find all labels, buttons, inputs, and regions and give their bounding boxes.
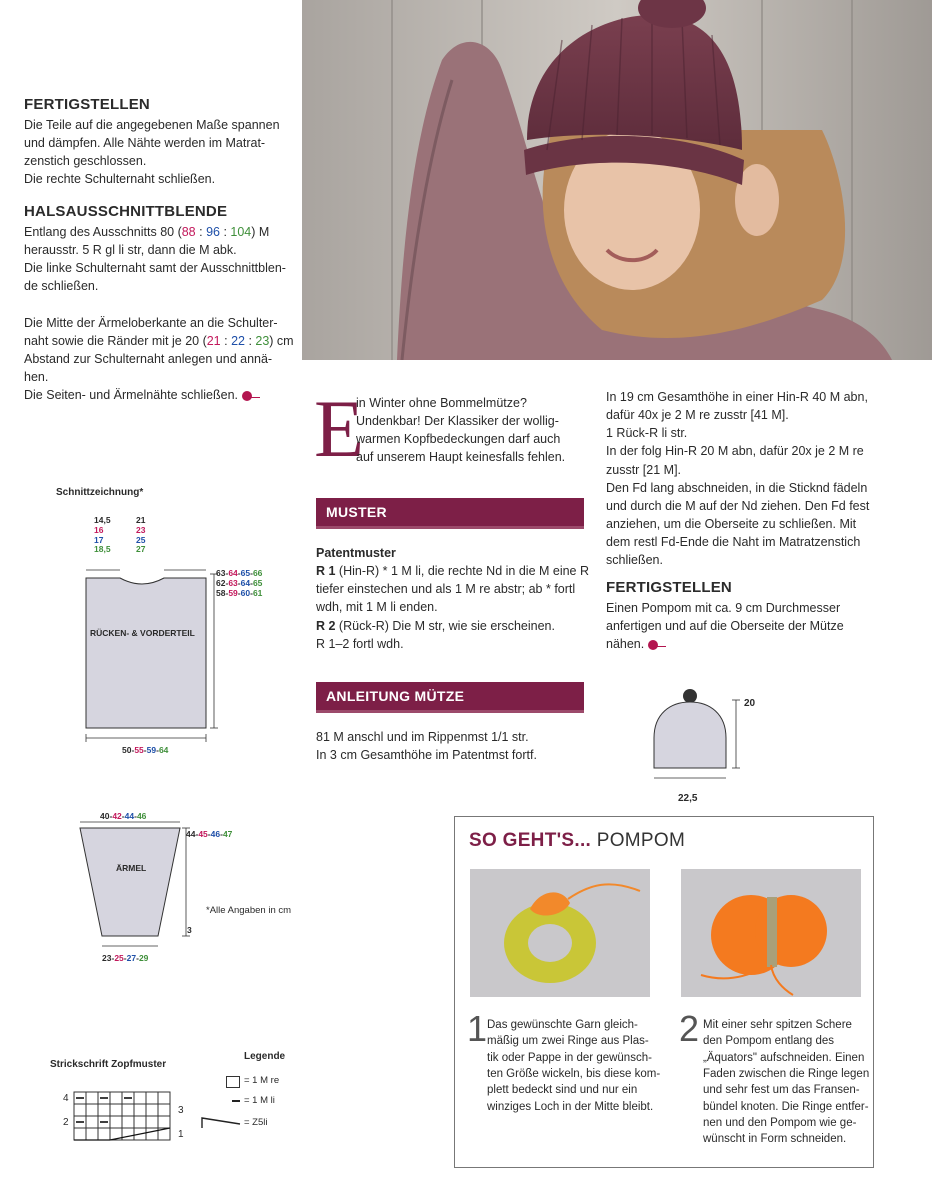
anleitung-section: 81 M anschl und im Rippenmst 1/1 str. In 3 cm Gesamthöhe im Patentmst fortf. [316,730,537,763]
fertigstellen-line: und dämpfen. Alle Nähte werden im Matrat- [24,135,266,150]
halsausschnitt-heading: HALSAUSSCHNITTBLENDE [24,203,228,221]
schnitt-title: Schnittzeichnung* [56,487,144,498]
step1-number: 1 [467,1008,488,1049]
step1-text: Das gewünschte Garn gleich- mäßig um zwei Ringe aus Plas- tik oder Pappe in der gewünsch- ten Größe wickeln, bis diese kom- plett bedeckt sind und nur ein winziges Loch in der Mitte bleibt. [487,1019,661,1113]
intro-dropcap: E [314,383,365,474]
box-title: SO GEHT'S... POMPOM [469,830,686,851]
step2-text: Mit einer sehr spitzen Schere den Pompom entlang des „Äquators" aufschneiden. Einen Faden zwischen die Ringe legen und sehr fest um das Fransen- bündel knoten. Die Ringe entfer- nen und den Pompom wie ge- wünscht in Form schneiden. [703,1019,870,1146]
intro-text: in Winter ohne Bommelmütze? Undenkbar! Der Klassiker der wollig- warmen Kopfbedeckungen darf auch auf unserem Haupt keinesfalls fehlen. [356,396,566,465]
aermel-line: Die Mitte der Ärmeloberkante an die Schulter- [24,315,278,330]
anleitung-band: ANLEITUNG MÜTZE [316,682,584,710]
yarn-ball-icon [648,640,658,650]
body-label: RÜCKEN- & VORDERTEIL [90,628,195,638]
chart-title: Strickschrift Zopfmuster [50,1059,167,1070]
sleeve-pattern-drawing [74,818,194,958]
side-measure-row: 62-63-64-65 [216,578,263,589]
side-measure-row: 63-64-65-66 [216,568,263,578]
legend-cable-icon [200,1114,242,1130]
side-measure-row: 58-59-60-61 [216,588,263,599]
chart-row-label: 3 [178,1105,184,1116]
halsausschnitt-line: Die linke Schulternaht samt der Ausschnittblen- [24,261,286,276]
fertigstellen-heading: FERTIGSTELLEN [24,96,150,113]
fertigstellen-heading-2: FERTIGSTELLEN [606,579,732,597]
sleeve-small-measure: 3 [187,925,192,935]
sleeve-bottom-width: 23-25-27-29 [102,953,149,963]
left-column [24,94,299,404]
muster-subtitle: Patentmuster [316,546,396,560]
legend-item: = 1 M li [244,1095,275,1106]
sleeve-height: 44-45-46-47 [186,829,233,839]
legend-knit-icon [226,1076,240,1088]
measure-note: *Alle Angaben in cm [206,905,292,916]
hat-width: 22,5 [678,793,698,804]
aermel-line: hen. [24,369,49,384]
chart-row-label: 1 [178,1129,184,1140]
legend-item: = Z5li [244,1117,268,1128]
knitting-chart-grid [72,1090,172,1144]
chart-row-label: 4 [63,1093,69,1104]
hero-photo [302,0,932,360]
schnitt-side [216,568,262,599]
chart-row-label: 2 [63,1117,69,1128]
hat-height: 20 [744,698,756,709]
fertigstellen-line: Die rechte Schulternaht schließen. [24,172,216,187]
halsausschnitt-line: herausstr. 5 R gl li str, dann die M abk. [24,243,237,258]
step1-photo [470,869,650,997]
pompom-box [454,816,874,1168]
step2-number: 2 [679,1008,700,1049]
aermel-line: Abstand zur Schulternaht anlegen und annä- [24,351,273,366]
yarn-ball-icon [242,391,252,401]
halsausschnitt-line: Entlang des Ausschnitts 80 (88 : 96 : 104) M [24,225,270,239]
body-width: 50-55-59-64 [122,745,169,755]
hat-diagram [648,686,758,786]
fertigstellen-line: Die Teile auf die angegebenen Maße spannen [24,117,280,132]
legend-title: Legende [244,1051,286,1062]
sleeve-top-width: 40-42-44-46 [100,811,147,821]
step2-photo [681,869,861,997]
muster-section: Patentmuster R 1 (Hin-R) * 1 M li, die rechte Nd in die M eine R tiefer einstechen und als 1 M re abstr; ab * fortl wdh, mit 1 M li enden. R 2 (Rück-R) Die M str, wie sie erscheinen. R 1–2 fortl wdh. [316,546,590,651]
legend-purl-icon [232,1100,240,1102]
aermel-line: naht sowie die Ränder mit je 20 (21 : 22 : 23) cm [24,333,294,348]
sleeve-label: ÄRMEL [116,863,147,873]
aermel-line: Die Seiten- und Ärmelnähte schließen. [24,386,299,404]
right-column: In 19 cm Gesamthöhe in einer Hin-R 40 M abn, dafür 40x je 2 M re zusstr [41 M]. 1 Rück-R li str. In der folg Hin-R 20 M abn, dafür 20x je 2 M re zusstr [21 M]. Den Fd lang abschneiden, in die Sticknd fädeln und durch die M auf der Nd ziehen. Den Fd fest anziehen, um die Oberseite zu schließen. Mit dem restl Fd-Ende die Naht im Matratzenstich schließen. FERTIGSTELLEN Einen Pompom mit ca. 9 cm Durchmesser anfertigen und auf die Oberseite der Mütze nähen. [606,388,906,653]
fertigstellen-line: zenstich geschlossen. [24,154,147,168]
schnitt-top-right: 21 23 25 27 [136,515,146,555]
schnitt-top-left: 14,5 16 17 18,5 [94,515,111,555]
halsausschnitt-line: de schließen. [24,279,99,294]
woman-with-hat-illustration [302,0,932,360]
legend-item: = 1 M re [244,1075,280,1086]
muster-band: MUSTER [316,498,584,526]
